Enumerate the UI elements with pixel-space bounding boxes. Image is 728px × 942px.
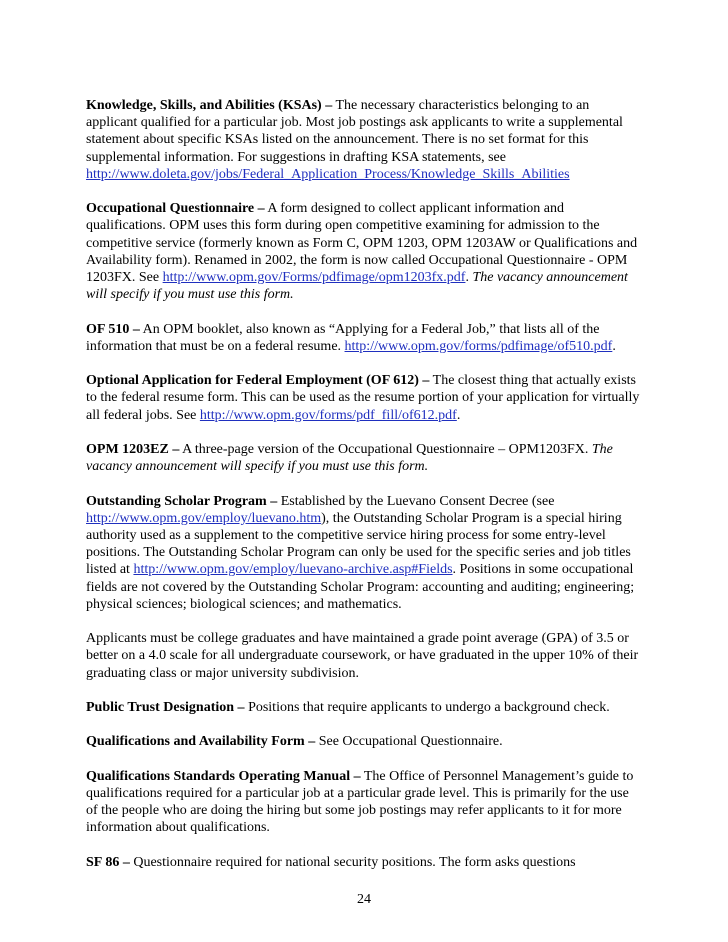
term-of510: OF 510 – <box>86 321 140 337</box>
term-outstanding-scholar: Outstanding Scholar Program – <box>86 493 278 509</box>
page-number: 24 <box>357 892 371 907</box>
definition-outstanding-scholar-part3: . Positions in some occupational fields are not covered by the Outstanding Scholar Program: accounting and auditing; engineering; physical sciences; biological sciences; and mathematics. <box>86 562 635 612</box>
term-qualifications-manual: Qualifications Standards Operating Manual – <box>86 768 361 784</box>
term-opm1203ez: OPM 1203EZ – <box>86 442 180 457</box>
link-of612[interactable]: http://www.opm.gov/forms/pdf_fill/of612.pdf <box>199 407 457 423</box>
term-of612: Optional Application for Federal Employment (OF 612) – <box>86 373 430 389</box>
entry-qualifications-availability <box>86 733 642 750</box>
link-of510[interactable]: http://www.opm.gov/forms/pdfimage/of510.pdf <box>344 338 613 354</box>
definition-ksa: The necessary characteristics belonging to an applicant qualified for a particular job. Most job postings ask applicants to write a supplemental statement about specific KSAs listed on the announcement. There is no set format for this supplemental information. For suggestions in drafting KSA statements, see <box>86 98 623 165</box>
link-luevano[interactable]: http://www.opm.gov/employ/luevano.htm <box>86 510 322 526</box>
entry-occupational-questionnaire <box>86 200 642 303</box>
link-luevano-archive[interactable]: http://www.opm.gov/employ/luevano-archive.asp#Fields <box>133 562 453 578</box>
punctuation: . <box>456 407 461 423</box>
paragraph-applicants: Applicants must be college graduates and have maintained a grade point average (GPA) of 3.5 or better on a 4.0 scale for all undergraduate coursework, or have graduated in the upper 10% of their graduating class or major university subdivision. <box>86 631 639 681</box>
term-qualifications-availability: Qualifications and Availability Form – <box>86 734 316 750</box>
definition-outstanding-scholar-part1: Established by the Luevano Consent Decree (see <box>277 493 555 509</box>
link-opm1203fx[interactable]: http://www.opm.gov/Forms/pdfimage/opm1203fx.pdf <box>162 270 466 286</box>
entry-qualifications-manual <box>86 768 642 837</box>
term-occupational-questionnaire: Occupational Questionnaire – <box>86 201 265 217</box>
entry-of510 <box>86 321 642 355</box>
entry-sf86 <box>86 854 642 871</box>
entry-public-trust <box>86 699 642 716</box>
punctuation: . <box>465 270 473 286</box>
definition-qualifications-availability: See Occupational Questionnaire. <box>315 734 503 750</box>
punctuation: . <box>612 338 616 354</box>
entry-opm1203ez <box>86 441 642 475</box>
document-page <box>86 97 642 888</box>
definition-sf86: Questionnaire required for national security positions. The form asks questions <box>129 854 576 870</box>
entry-ksa <box>86 97 642 183</box>
entry-outstanding-scholar <box>86 493 642 613</box>
link-ksa[interactable]: http://www.doleta.gov/jobs/Federal_Application_Process/Knowledge_Skills_Abilities <box>86 166 570 182</box>
entry-of612 <box>86 372 642 424</box>
note-vacancy-announcement: The vacancy announcement will specify if you must use this form. <box>86 270 628 303</box>
note-vacancy-announcement: The vacancy announcement will specify if you must use this form. <box>86 442 613 475</box>
term-sf86: SF 86 – <box>86 854 130 870</box>
definition-public-trust: Positions that require applicants to undergo a background check. <box>244 700 610 715</box>
definition-of612: The closest thing that actually exists to the federal resume form. This can be used as the resume portion of your application for virtually all federal jobs. See <box>86 373 640 423</box>
definition-qualifications-manual: The Office of Personnel Management’s guide to qualifications required for a particular job at a particular grade level. This is primarily for the use of the people who are doing the hiring but some job postings may refer applicants to it for more information about qualifications. <box>86 768 634 836</box>
definition-of510: An OPM booklet, also known as “Applying for a Federal Job,” that lists all of the information that must be on a federal resume. <box>86 321 600 354</box>
term-public-trust: Public Trust Designation – <box>86 700 245 715</box>
definition-occupational-questionnaire: A form designed to collect applicant information and qualifications. OPM uses this form during open competitive examining for admission to the competitive service (formerly known as Form C, OPM 1203, OPM 1203AW or Qualifications and Availability form). Renamed in 2002, the form is now called Occupational Questionnaire - OPM 1203FX. See <box>86 201 638 286</box>
definition-opm1203ez: A three-page version of the Occupational Questionnaire – OPM1203FX. <box>179 442 592 457</box>
term-ksa: Knowledge, Skills, and Abilities (KSAs) – <box>86 98 333 113</box>
definition-outstanding-scholar-part2: ), the Outstanding Scholar Program is a special hiring authority used as a supplement to the competitive service hiring process for some entry-level positions. The Outstanding Scholar Program can only be used for the specific series and job titles listed at <box>86 510 631 578</box>
